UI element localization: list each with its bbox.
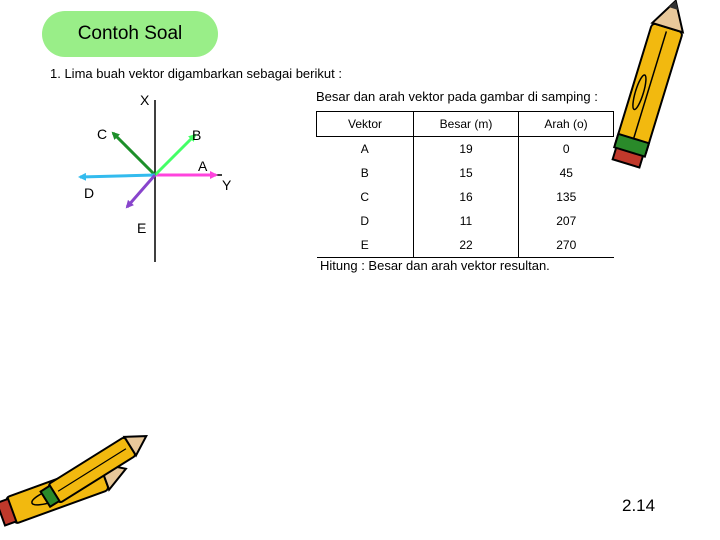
vector-c-label: C [97,126,108,142]
table-cell: 207 [556,214,577,228]
table-cell: 270 [519,233,614,258]
table-cell: 45 [559,166,573,180]
axis-x-label: X [140,92,150,108]
table-cell: D [317,209,414,233]
vector-c [113,133,155,175]
table-caption: Besar dan arah vektor pada gambar di samping : [316,89,598,104]
table-cell: 22 [414,233,519,258]
table-row [317,185,614,209]
vector-a-label: A [198,158,208,174]
page-number: 2.14 [622,496,656,515]
table-cell: 19 [414,137,519,162]
table-cell: B [317,161,414,185]
table-cell: 16 [414,185,519,209]
table-cell: E [317,233,414,258]
pencil-right-icon [611,0,691,168]
page-title: Contoh Soal [77,23,183,44]
column-header: Besar (m) [414,112,519,137]
table-cell: A [317,137,414,162]
pencil-left-icon-2 [40,427,153,509]
vector-b [155,135,195,175]
vector-b-label: B [192,127,202,143]
table-row [317,209,614,233]
table-row [317,161,614,185]
vector-table [316,111,614,258]
table-cell: 0 [562,142,570,156]
axis-y-label: Y [222,177,232,193]
vector-d-label: D [84,185,95,201]
table-cell: C [317,185,414,209]
problem-statement: 1. Lima buah vektor digambarkan sebagai berikut : [50,66,342,81]
vector-e [127,175,155,207]
column-header: Vektor [317,112,414,137]
table-cell: 11 [414,209,519,233]
vector-d [80,175,155,177]
vector-e-label: E [137,220,147,236]
table-header-row [317,112,614,137]
table-cell: 15 [414,161,519,185]
table-row [317,137,614,162]
table-row [317,233,614,258]
table-cell: 135 [556,190,577,204]
column-header: Arah (o) [519,112,614,137]
task-statement: Hitung : Besar dan arah vektor resultan. [320,258,550,273]
